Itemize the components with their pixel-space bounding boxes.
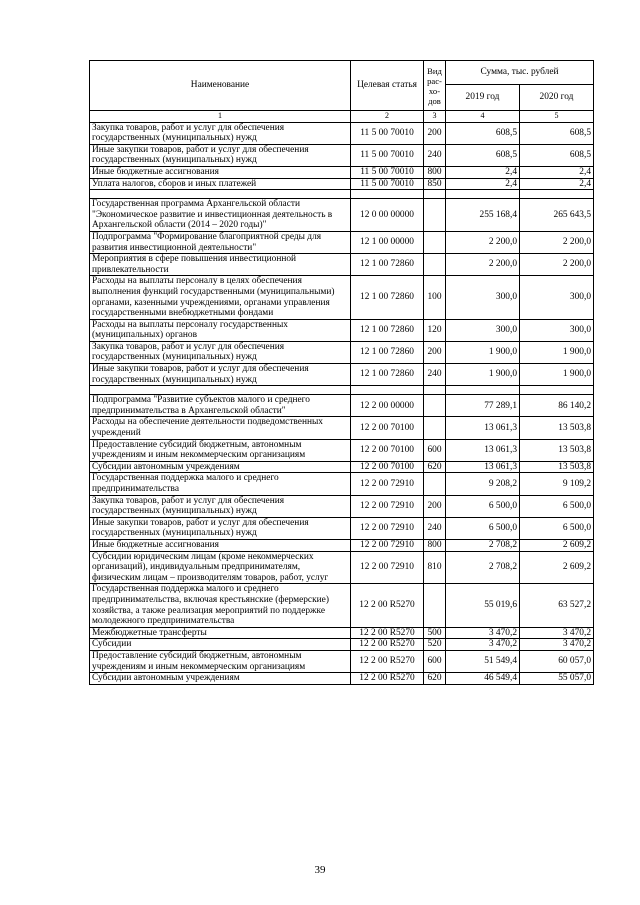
table-row: [90, 473, 594, 495]
row-sum-2020: 13 503,8: [520, 417, 594, 439]
table-row: [90, 551, 594, 584]
row-target-article: 12 1 00 72860: [351, 319, 424, 341]
table-row: [90, 254, 594, 276]
row-name: Подпрограмма "Формирование благоприятной среды для развития инвестиционной деятельности": [90, 231, 351, 253]
row-sum-2019: 13 061,3: [446, 417, 520, 439]
row-sum-2020: 2 609,2: [520, 551, 594, 584]
row-sum-2020: 13 503,8: [520, 461, 594, 473]
row-sum-2019: 13 061,3: [446, 439, 520, 461]
header-name: Наименование: [90, 61, 351, 111]
row-sum-2019: 55 019,6: [446, 584, 520, 627]
row-name: Предоставление субсидий бюджетным, автономным учреждениям и иным некоммерческим организациям: [90, 439, 351, 461]
row-expense-type: 520: [424, 639, 446, 651]
row-sum-2019: 77 289,1: [446, 395, 520, 417]
row-expense-type: 600: [424, 439, 446, 461]
column-index-row: [90, 111, 594, 123]
row-sum-2020: 13 503,8: [520, 439, 594, 461]
row-sum-2020: 265 643,5: [520, 199, 594, 232]
row-sum-2019: 300,0: [446, 319, 520, 341]
row-sum-2020: 9 109,2: [520, 473, 594, 495]
row-name: Иные закупки товаров, работ и услуг для обеспечения государственных (муниципальных) нужд: [90, 144, 351, 166]
row-target-article: 12 2 00 70100: [351, 461, 424, 473]
row-target-article: 12 2 00 72910: [351, 551, 424, 584]
row-sum-2019: 6 500,0: [446, 495, 520, 517]
empty-cell: [351, 190, 424, 199]
row-sum-2020: 2 609,2: [520, 539, 594, 551]
row-target-article: 12 1 00 72860: [351, 276, 424, 319]
table-row: [90, 650, 594, 672]
row-target-article: 12 2 00 00000: [351, 395, 424, 417]
row-name: Закупка товаров, работ и услуг для обеспечения государственных (муниципальных) нужд: [90, 341, 351, 363]
row-sum-2020: 6 500,0: [520, 517, 594, 539]
row-sum-2019: 46 549,4: [446, 673, 520, 685]
row-target-article: 12 2 00 R5270: [351, 584, 424, 627]
row-sum-2020: 2,4: [520, 166, 594, 178]
table-row: [90, 439, 594, 461]
empty-cell: [90, 190, 351, 199]
row-target-article: 12 2 00 R5270: [351, 627, 424, 639]
row-name: Иные бюджетные ассигнования: [90, 539, 351, 551]
row-name: Иные закупки товаров, работ и услуг для обеспечения государственных (муниципальных) нужд: [90, 517, 351, 539]
row-expense-type: 800: [424, 539, 446, 551]
row-sum-2019: 255 168,4: [446, 199, 520, 232]
row-name: Мероприятия в сфере повышения инвестиционной привлекательности: [90, 254, 351, 276]
row-target-article: 12 2 00 72910: [351, 517, 424, 539]
table-row: [90, 341, 594, 363]
row-name: Субсидии автономным учреждениям: [90, 461, 351, 473]
row-sum-2019: 51 549,4: [446, 650, 520, 672]
table-row: [90, 319, 594, 341]
table-row: [90, 364, 594, 386]
empty-cell: [90, 386, 351, 395]
row-sum-2019: 2 708,2: [446, 539, 520, 551]
table-row: [90, 417, 594, 439]
table-row: [90, 231, 594, 253]
row-target-article: 11 5 00 70010: [351, 144, 424, 166]
header-sum: Сумма, тыс. рублей: [446, 61, 594, 85]
header-year-2019: 2019 год: [446, 85, 520, 111]
empty-cell: [446, 386, 520, 395]
row-expense-type: [424, 417, 446, 439]
row-expense-type: 200: [424, 495, 446, 517]
empty-cell: [520, 190, 594, 199]
header-expense-type: Вид рас-хо-дов: [424, 61, 446, 111]
row-target-article: 12 2 00 70100: [351, 417, 424, 439]
row-target-article: 12 2 00 70100: [351, 439, 424, 461]
row-sum-2019: 2,4: [446, 178, 520, 190]
row-expense-type: 100: [424, 276, 446, 319]
row-sum-2020: 55 057,0: [520, 673, 594, 685]
row-expense-type: [424, 254, 446, 276]
row-expense-type: 120: [424, 319, 446, 341]
column-index: 2: [351, 111, 424, 123]
table-row: [90, 144, 594, 166]
row-name: Предоставление субсидий бюджетным, автономным учреждениям и иным некоммерческим организациям: [90, 650, 351, 672]
row-target-article: 12 2 00 R5270: [351, 673, 424, 685]
row-target-article: 12 2 00 R5270: [351, 639, 424, 651]
row-sum-2019: 2 200,0: [446, 254, 520, 276]
table-row: [90, 627, 594, 639]
column-index: 5: [520, 111, 594, 123]
row-name: Уплата налогов, сборов и иных платежей: [90, 178, 351, 190]
header-target-article: Целевая статья: [351, 61, 424, 111]
row-name: Закупка товаров, работ и услуг для обеспечения государственных (муниципальных) нужд: [90, 122, 351, 144]
row-expense-type: 240: [424, 144, 446, 166]
row-target-article: 11 5 00 70010: [351, 178, 424, 190]
row-sum-2020: 63 527,2: [520, 584, 594, 627]
table-row: [90, 395, 594, 417]
row-sum-2020: 3 470,2: [520, 627, 594, 639]
row-name: Государственная поддержка малого и среднего предпринимательства: [90, 473, 351, 495]
row-expense-type: 600: [424, 650, 446, 672]
row-expense-type: 500: [424, 627, 446, 639]
row-name: Государственная поддержка малого и среднего предпринимательства, включая крестьянские (фермерские) хозяйства, а также реализация мероприятий по поддержке молодежного предпринимательства: [90, 584, 351, 627]
row-expense-type: 240: [424, 517, 446, 539]
row-target-article: 12 1 00 72860: [351, 364, 424, 386]
row-sum-2020: 2 200,0: [520, 231, 594, 253]
row-sum-2020: 1 900,0: [520, 341, 594, 363]
table-row: [90, 495, 594, 517]
row-name: Субсидии автономным учреждениям: [90, 673, 351, 685]
table-row: [90, 178, 594, 190]
column-index: 4: [446, 111, 520, 123]
table-row: [90, 199, 594, 232]
row-expense-type: 200: [424, 122, 446, 144]
row-sum-2019: 2,4: [446, 166, 520, 178]
row-name: Субсидии юридическим лицам (кроме некоммерческих организаций), индивидуальным предпринимателям, физическим лицам – производителям товаров, работ, услуг: [90, 551, 351, 584]
empty-cell: [424, 386, 446, 395]
budget-table: [89, 60, 594, 685]
row-name: Расходы на выплаты персоналу в целях обеспечения выполнения функций государственными (муниципальными) органами, казенными учреждениями, органами управления государственными внебюджетными фондами: [90, 276, 351, 319]
empty-cell: [424, 190, 446, 199]
row-sum-2020: 300,0: [520, 276, 594, 319]
row-target-article: 12 2 00 72910: [351, 495, 424, 517]
row-sum-2020: 3 470,2: [520, 639, 594, 651]
row-sum-2020: 60 057,0: [520, 650, 594, 672]
row-expense-type: 800: [424, 166, 446, 178]
row-sum-2019: 3 470,2: [446, 627, 520, 639]
row-sum-2020: 86 140,2: [520, 395, 594, 417]
row-target-article: 12 1 00 72860: [351, 341, 424, 363]
row-expense-type: 620: [424, 673, 446, 685]
spacer-row: [90, 386, 594, 395]
row-expense-type: 810: [424, 551, 446, 584]
row-name: Государственная программа Архангельской области "Экономическое развитие и инвестиционная деятельность в Архангельской области (2014 – 2020 годы)": [90, 199, 351, 232]
row-expense-type: 620: [424, 461, 446, 473]
row-sum-2020: 1 900,0: [520, 364, 594, 386]
table-body: [90, 122, 594, 684]
row-sum-2019: 6 500,0: [446, 517, 520, 539]
row-target-article: 12 1 00 00000: [351, 231, 424, 253]
empty-cell: [520, 386, 594, 395]
row-target-article: 12 2 00 72910: [351, 473, 424, 495]
row-sum-2019: 608,5: [446, 122, 520, 144]
row-name: Подпрограмма "Развитие субъектов малого и среднего предпринимательства в Архангельской области": [90, 395, 351, 417]
row-sum-2019: 3 470,2: [446, 639, 520, 651]
row-sum-2019: 9 208,2: [446, 473, 520, 495]
row-sum-2019: 1 900,0: [446, 364, 520, 386]
row-expense-type: 850: [424, 178, 446, 190]
row-name: Субсидии: [90, 639, 351, 651]
row-expense-type: 240: [424, 364, 446, 386]
row-target-article: 12 0 00 00000: [351, 199, 424, 232]
table-row: [90, 584, 594, 627]
header-year-2020: 2020 год: [520, 85, 594, 111]
row-target-article: 11 5 00 70010: [351, 122, 424, 144]
column-index: 1: [90, 111, 351, 123]
row-expense-type: [424, 395, 446, 417]
row-sum-2019: 608,5: [446, 144, 520, 166]
row-expense-type: [424, 199, 446, 232]
row-name: Расходы на выплаты персоналу государственных (муниципальных) органов: [90, 319, 351, 341]
row-sum-2019: 300,0: [446, 276, 520, 319]
page-number: 39: [314, 864, 326, 876]
row-sum-2019: 1 900,0: [446, 341, 520, 363]
row-target-article: 12 2 00 R5270: [351, 650, 424, 672]
row-sum-2020: 2,4: [520, 178, 594, 190]
empty-cell: [351, 386, 424, 395]
row-name: Межбюджетные трансферты: [90, 627, 351, 639]
row-target-article: 12 2 00 72910: [351, 539, 424, 551]
row-name: Иные закупки товаров, работ и услуг для обеспечения государственных (муниципальных) нужд: [90, 364, 351, 386]
row-sum-2019: 2 708,2: [446, 551, 520, 584]
table-row: [90, 461, 594, 473]
row-sum-2020: 300,0: [520, 319, 594, 341]
column-index: 3: [424, 111, 446, 123]
row-expense-type: [424, 473, 446, 495]
row-expense-type: [424, 231, 446, 253]
table-row: [90, 122, 594, 144]
table-row: [90, 276, 594, 319]
row-sum-2020: 2 200,0: [520, 254, 594, 276]
table-row: [90, 166, 594, 178]
row-sum-2020: 608,5: [520, 144, 594, 166]
row-name: Иные бюджетные ассигнования: [90, 166, 351, 178]
row-target-article: 11 5 00 70010: [351, 166, 424, 178]
row-sum-2020: 6 500,0: [520, 495, 594, 517]
row-sum-2020: 608,5: [520, 122, 594, 144]
empty-cell: [446, 190, 520, 199]
row-name: Расходы на обеспечение деятельности подведомственных учреждений: [90, 417, 351, 439]
row-expense-type: [424, 584, 446, 627]
table-row: [90, 639, 594, 651]
row-expense-type: 200: [424, 341, 446, 363]
row-sum-2019: 13 061,3: [446, 461, 520, 473]
spacer-row: [90, 190, 594, 199]
row-sum-2019: 2 200,0: [446, 231, 520, 253]
row-target-article: 12 1 00 72860: [351, 254, 424, 276]
row-name: Закупка товаров, работ и услуг для обеспечения государственных (муниципальных) нужд: [90, 495, 351, 517]
table-row: [90, 673, 594, 685]
table-row: [90, 539, 594, 551]
table-row: [90, 517, 594, 539]
